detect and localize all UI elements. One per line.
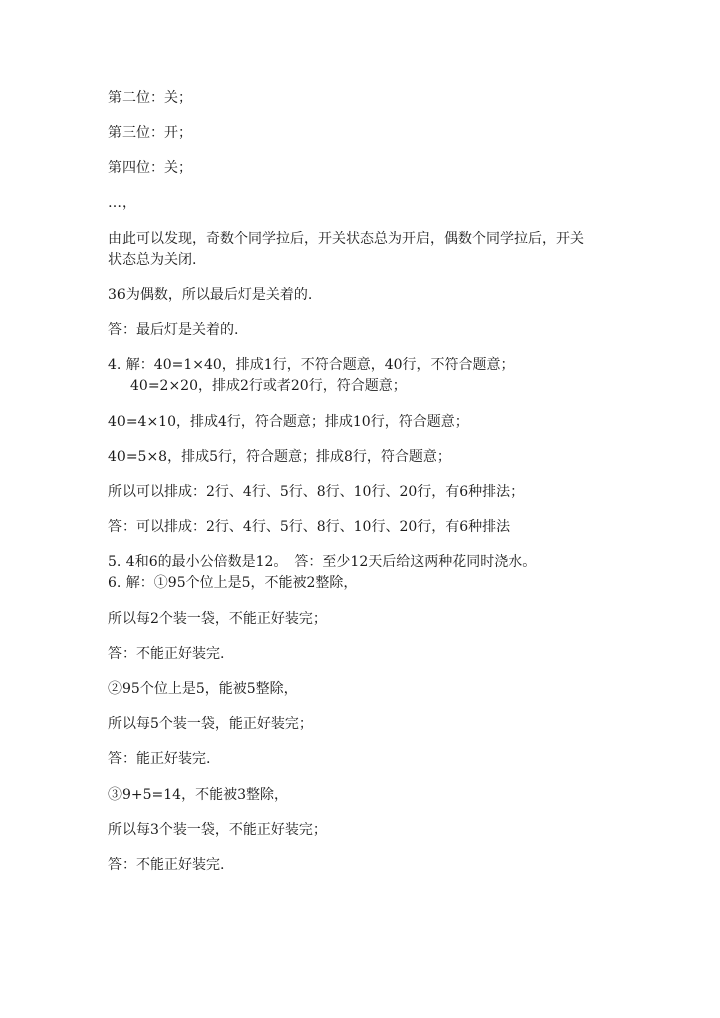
text-line: ③9+5=14，不能被3整除，	[108, 787, 288, 803]
text-line: 所以每3个装一袋，不能正好装完；	[108, 822, 327, 838]
text-line: …，	[108, 195, 136, 211]
text-line: 第二位：关；	[108, 90, 192, 106]
text-line: 6. 解：①95个位上是5，不能被2整除，	[108, 575, 358, 591]
text-line: 所以每5个装一袋，能正好装完；	[108, 716, 313, 732]
text-line: 答：最后灯是关着的.	[108, 322, 239, 338]
text-line: 所以可以排成：2行、4行、5行、8行、10行、20行，有6种排法；	[108, 484, 525, 500]
text-line: 4. 解：40=1×40，排成1行，不符合题意，40行，不符合题意；	[108, 357, 515, 373]
text-line: 5. 4和6的最小公倍数是12。 答：至少12天后给这两种花同时浇水。	[108, 554, 537, 570]
text-line: 由此可以发现，奇数个同学拉后，开关状态总为开启，偶数个同学拉后，开关	[108, 231, 584, 247]
text-line: 40=2×20，排成2行或者20行，符合题意；	[130, 378, 407, 394]
text-line: 答：不能正好装完.	[108, 857, 225, 873]
text-line: 答：不能正好装完.	[108, 646, 225, 662]
text-line: 所以每2个装一袋，不能正好装完；	[108, 611, 327, 627]
text-line: 第四位：关；	[108, 160, 192, 176]
text-line: 答：可以排成：2行、4行、5行、8行、10行、20行，有6种排法	[108, 519, 511, 535]
text-line: 36为偶数，所以最后灯是关着的.	[108, 287, 313, 303]
text-line: 第三位：开；	[108, 125, 192, 141]
text-line: 40=5×8，排成5行，符合题意；排成8行，符合题意；	[108, 449, 451, 465]
text-line: ②95个位上是5，能被5整除，	[108, 681, 298, 697]
text-line: 答：能正好装完.	[108, 751, 211, 767]
text-line: 状态总为关闭.	[108, 252, 197, 268]
text-line: 40=4×10，排成4行，符合题意；排成10行，符合题意；	[108, 414, 469, 430]
